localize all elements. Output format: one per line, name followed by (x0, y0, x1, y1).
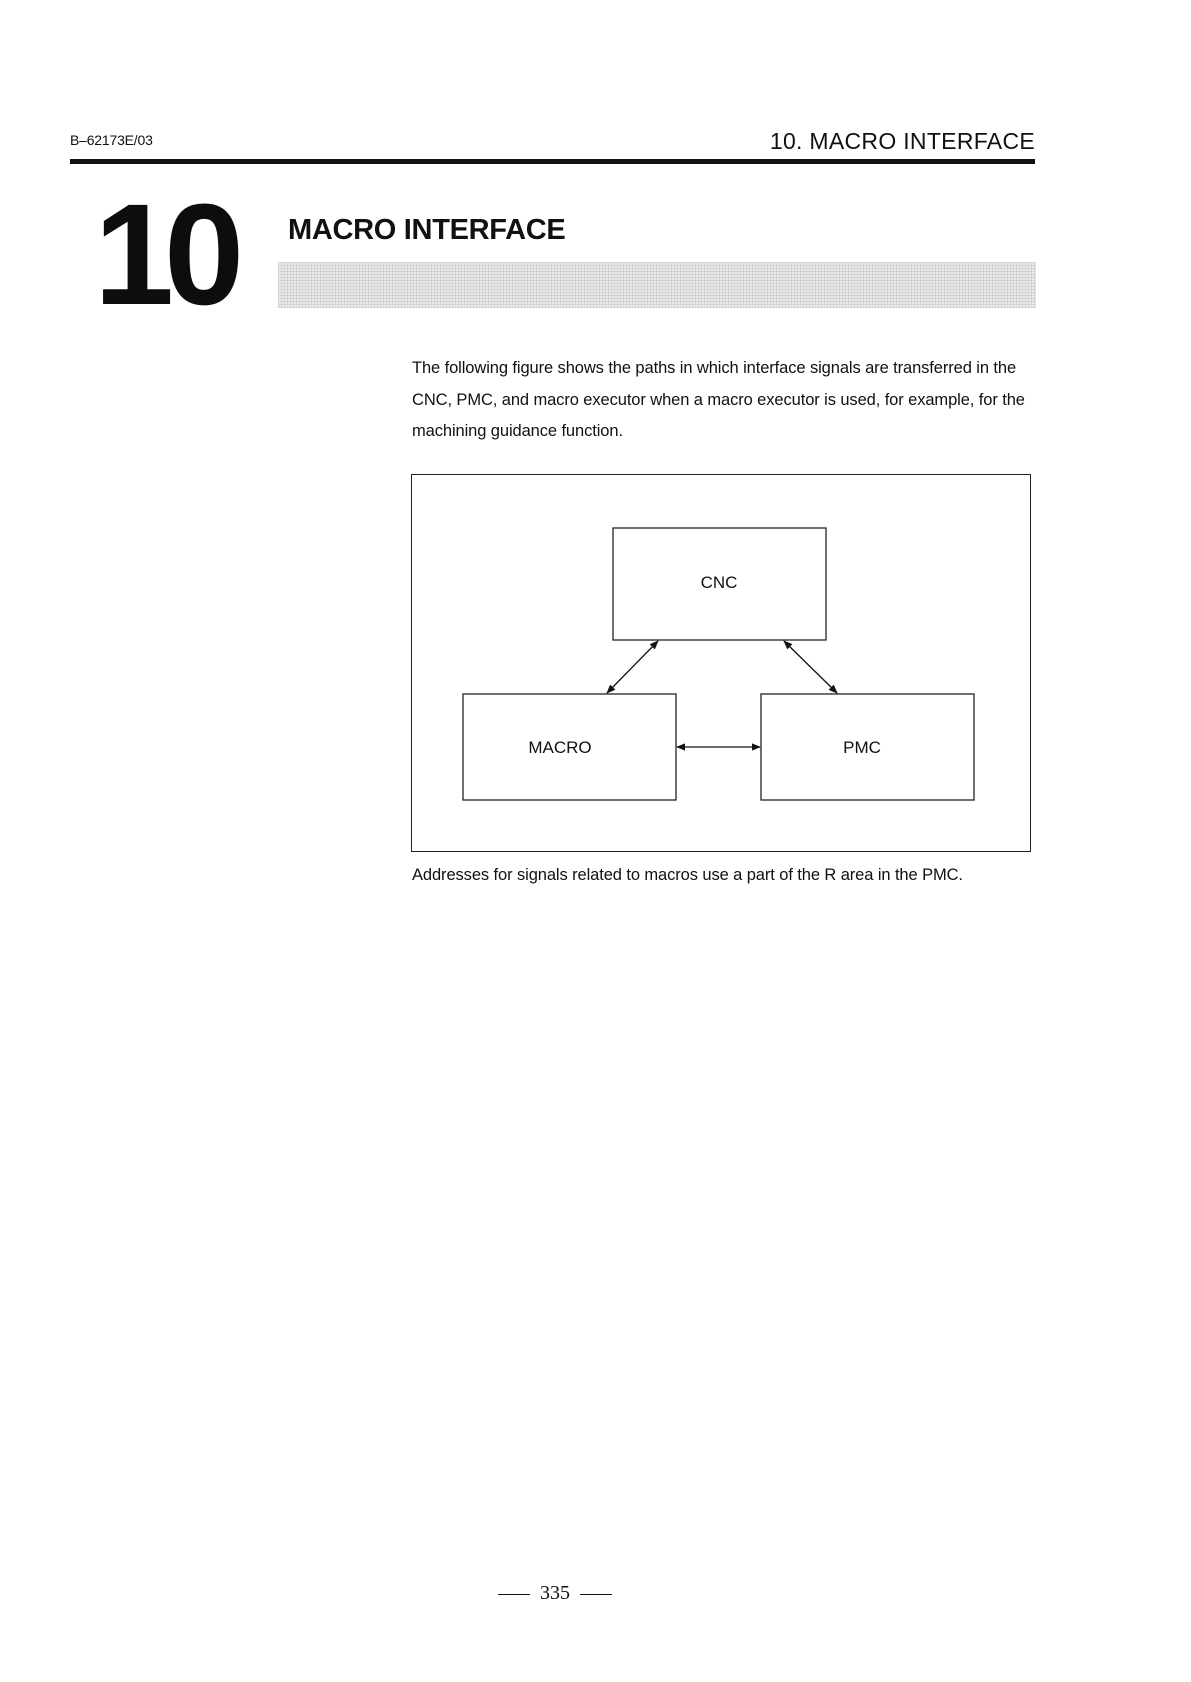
edge-cnc-macro-arrow (607, 641, 658, 693)
node-macro-label: MACRO (528, 738, 592, 757)
header-rule (70, 159, 1035, 164)
node-cnc (613, 528, 826, 640)
running-header-title: 10. MACRO INTERFACE (769, 128, 1035, 154)
intro-paragraph: The following figure shows the paths in which interface signals are transferred in the CNC, PMC, and macro executor when a macro executor is used, for example, for the machining guidance function. (412, 359, 1025, 440)
page-number-dash-left (498, 1594, 530, 1596)
page-footer (0, 1582, 1110, 1605)
node-pmc (761, 694, 974, 800)
document-code: B–62173E/03 (70, 132, 153, 148)
chapter-title-band (278, 262, 1036, 308)
page-number-dash-right (580, 1594, 612, 1596)
chapter-title: MACRO INTERFACE (288, 214, 566, 246)
node-pmc-label: PMC (843, 738, 881, 757)
signal-path-figure (411, 474, 1031, 852)
chapter-number: 10 (94, 174, 235, 335)
closing-paragraph: Addresses for signals related to macros use a part of the R area in the PMC. (412, 866, 963, 884)
node-cnc-label: CNC (700, 573, 738, 592)
node-macro (463, 694, 676, 800)
edge-cnc-pmc-arrow (784, 641, 837, 693)
signal-path-diagram (412, 475, 1032, 853)
page-number: 335 (540, 1582, 570, 1604)
